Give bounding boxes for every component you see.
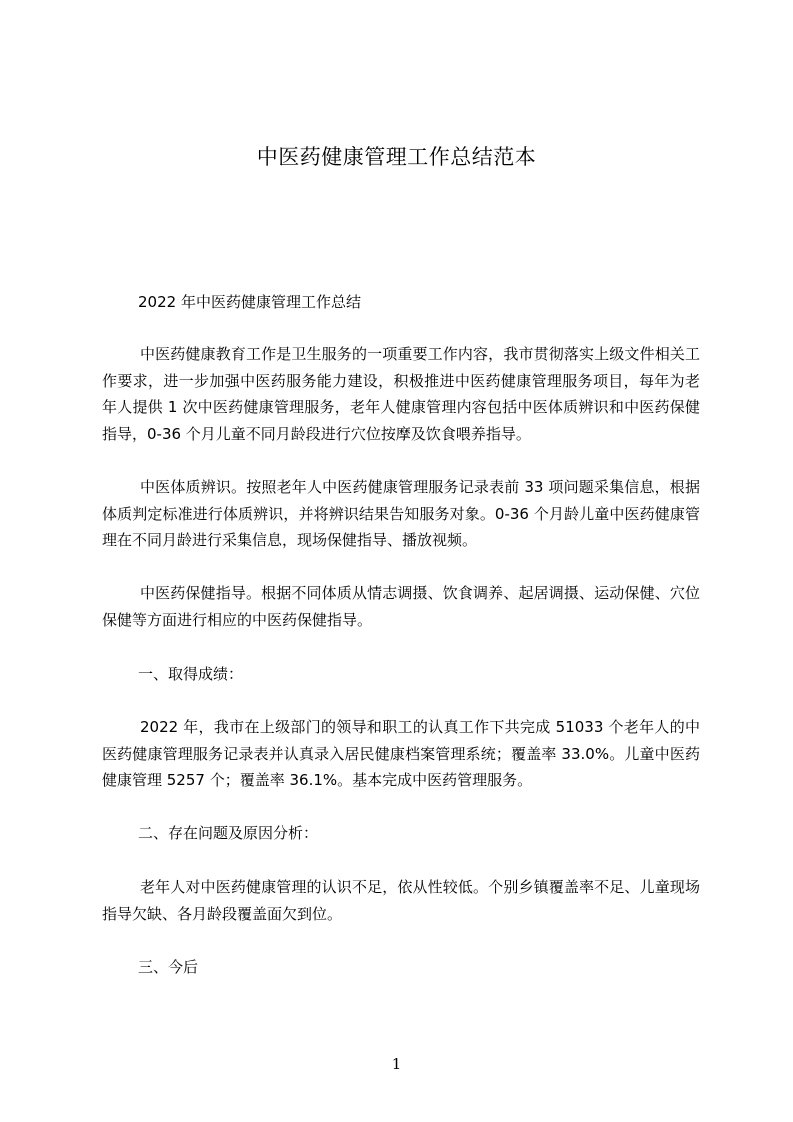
- page-number: 1: [391, 1055, 402, 1073]
- section-heading-problems: 二、存在问题及原因分析：: [138, 824, 319, 842]
- section-heading-achievements: 一、取得成绩：: [138, 665, 244, 683]
- paragraph-constitution-identification: 中医体质辨识。按照老年人中医药健康管理服务记录表前 33 项问题采集信息，根据体质判定标准进行体质辨识，并将辨识结果告知服务对象。0-36 个月龄儿童中医药健康管理在不同月龄进行采集信息，现场保健指导、播放视频。: [102, 478, 700, 550]
- document-subtitle: 2022 年中医药健康管理工作总结: [138, 293, 361, 311]
- section-heading-future: 三、今后: [138, 958, 199, 976]
- paragraph-health-guidance: 中医药保健指导。根据不同体质从情志调摄、饮食调养、起居调摄、运动保健、穴位保健等方面进行相应的中医药保健指导。: [102, 584, 700, 629]
- paragraph-intro: 中医药健康教育工作是卫生服务的一项重要工作内容，我市贯彻落实上级文件相关工作要求，进一步加强中医药服务能力建设，积极推进中医药健康管理服务项目，每年为老年人提供 1 次中医药健康管理服务，老年人健康管理内容包括中医体质辨识和中医药保健指导，0-36 个月儿童不同月龄段进行穴位按摩及饮食喂养指导。: [102, 345, 700, 443]
- paragraph-achievements: 2022 年，我市在上级部门的领导和职工的认真工作下共完成 51033 个老年人的中医药健康管理服务记录表并认真录入居民健康档案管理系统；覆盖率 33.0%。儿童中医药健康管理 5257 个；覆盖率 36.1%。基本完成中医药管理服务。: [102, 718, 700, 790]
- document-title: 中医药健康管理工作总结范本: [256, 145, 537, 169]
- paragraph-problems: 老年人对中医药健康管理的认识不足，依从性较低。个别乡镇覆盖率不足、儿童现场指导欠缺、各月龄段覆盖面欠到位。: [102, 878, 700, 923]
